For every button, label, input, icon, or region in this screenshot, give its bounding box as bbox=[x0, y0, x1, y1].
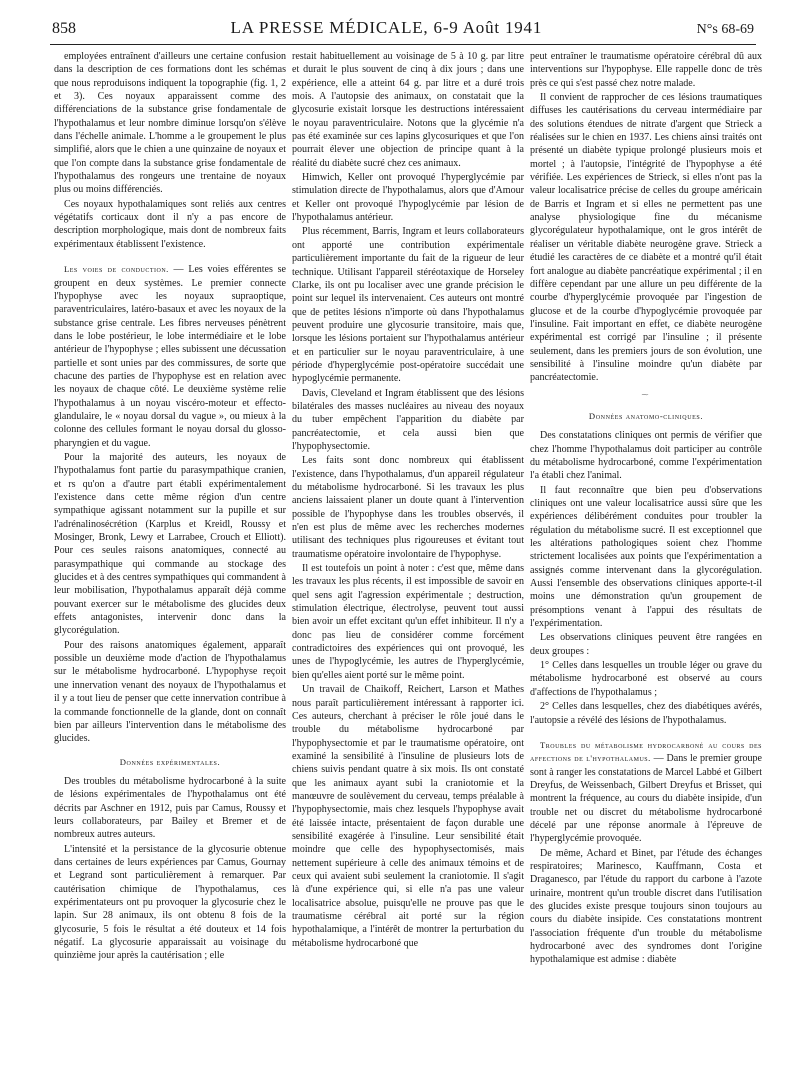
paragraph: Un travail de Chaikoff, Reichert, Larson et Mathes nous paraît particulièrement intéressant à rapporter ici. Ces auteurs, cherchant à préciser le rôle joué dans le trouble du métabolisme hydrocarboné par l'hypophysectomie et par le traumatisme opératoire, ont examiné la sensibilité à l'insuline de plusieurs lots de chiens suivis pendant quatre à six mois. Ils ont constaté que les animaux ayant subi la craniotomie et la manœuvre de soulèvement du cerveau, temps préalable à l'hypophysectomie, mais chez lesquels l'hypophyse avait été laissée intacte, présentaient de façon durable une sensibilité exagérée à l'insuline. Leur sensibilité était moindre que celle des hypophysectomisés, mais nettement supérieure à celle des animaux témoins et de ceux qui avaient subi seulement la craniotomie. Il s'agit là d'une expérience qui, si elle n'a pas une valeur localisatrice absolue, puisqu'elle ne prouve pas que le traumatisme cérébral ait porté sur la région hypothalamique, a l'intérêt de montrer la perturbation du métabolisme hydrocarboné que bbox=[292, 684, 524, 949]
ornament: ⁓ bbox=[641, 390, 651, 399]
paragraph: Il est toutefois un point à noter : c'est que, même dans les travaux les plus récents, il est impossible de savoir en quel sens agit l'agression expérimentale ; destruction, stimulation électrique, électrolyse, peuvent tout aussi bien avoir un effet excitant qu'un effet inhibiteur. Il n'y a donc pas lieu de considérer comme forcément contradictoires des expériences qui ont provoqué, les unes de l'hypoglycémie, les autres de l'hyperglycémie, bien qu'elles aient porté sur le même point. bbox=[292, 563, 524, 681]
paragraph bbox=[530, 739, 762, 846]
paragraph: Plus récemment, Barris, Ingram et leurs collaborateurs ont apporté une contribution expérimentale particulièrement importante du fait de la rigueur de leur technique. Utilisant l'appareil stéréotaxique de Horseley Clarke, ils ont pu localiser avec une grande précision le point sur lequel ils intervenaient. Ces auteurs ont montré que de petites lésions n'importe où dans l'hypothalamus peuvent produire une glycosurie transitoire, mais que, lorsque les lésions portaient sur l'hypothalamus antérieur et en particulier sur le noyau paraventriculaire, à une période d'hyperglycémie post-opératoire succédait une hypoglycémie permanente. bbox=[292, 226, 524, 385]
page-header bbox=[52, 18, 754, 44]
paragraph: Les faits sont donc nombreux qui établissent l'existence, dans l'hypothalamus, d'un appareil régulateur du métabolisme hydrocarboné. Si les travaux les plus anciens laissaient planer un doute quant à l'intervention possible de l'hypophyse dans les troubles observés, il n'en est plus de même avec les recherches modernes utilisant des techniques plus rigoureuses et évitant tout traumatisme opératoire involontaire de l'hypophyse. bbox=[292, 455, 524, 560]
page-number: 858 bbox=[52, 20, 76, 37]
paragraph: Il faut reconnaître que bien peu d'observations cliniques ont une valeur localisatrice aussi sûre que les expériences délibérément conduites pour troubler la régulation du métabolisme sucré. Il est exceptionnel que les altérations pathologiques soient chez l'homme strictement localisées aux points que l'expérimentation a assignés comme intervenant dans la glycorégulation. Aussi l'ensemble des observations cliniques apporte-t-il moins une démonstration qu'un groupement de présomptions venant à l'appui des résultats de l'expérimentation. bbox=[530, 484, 762, 630]
paragraph: Pour la majorité des auteurs, les noyaux de l'hypothalamus font partie du parasympathique cranien, et rs qu'on a d'autre part établi expérimentalement l'existence dans cette même région d'un centre sympathique agissant notamment sur la pupille et sur l'adrénalinosécrétion (Karplus et Kreidl, Roussy et Mosinger, Bronk, Lewy et Larrabee, Crouch et Elliott). Pour ces seules raisons anatomiques, connecté au parasympathique qui commande au stockage des glucides et à des centres sympathiques qui commandent à leur mobilisation, l'hypothalamus apparaît déjà comme pouvant exercer sur le métabolisme des glucides deux effets antagonistes, intervenir donc dans la glycorégulation. bbox=[54, 451, 286, 637]
paragraph: 1° Celles dans lesquelles un trouble léger ou grave du métabolisme hydrocarboné est observé au cours d'affections de l'hypothalamus ; bbox=[530, 660, 762, 698]
paragraph: De même, Achard et Binet, par l'étude des échanges respiratoires; Marinesco, Kauffmann, Costa et Draganesco, par l'étude du rapport du carbone à l'azote urinaire, montrent qu'un trouble discret dans l'utilisation des glucides existe presque toujours sinon toujours au cours du diabète insipide. Ces constatations montrent l'association fréquente d'un trouble du métabolisme hydrocarboné avec des syndromes dont l'origine hypothalamique est admise : diabète bbox=[530, 847, 762, 966]
paragraph: Des troubles du métabolisme hydrocarboné à la suite de lésions expérimentales de l'hypothalamus ont été décrits par Aschner en 1912, puis par Camus, Roussy et leurs collaborateurs, par Bailey et Bremer et de nombreux autres auteurs. bbox=[54, 775, 286, 841]
paragraph: Davis, Cleveland et Ingram établissent que des lésions bilatérales des masses nucléaires au niveau des noyaux du tuber empêchent l'apparition du diabète par pancréatectomie, et cela aussi bien que l'hypophysectomie. bbox=[292, 387, 524, 452]
paragraph: Il convient de rapprocher de ces lésions traumatiques diffuses les cautérisations du cerveau intermédiaire par des solutions étendues de nitrate d'argent que Strieck a réalisées sur le chien en 1937. Les chiens ainsi traités ont présenté un diabète typique prolongé plusieurs mois et mortel ; à l'autopsie, l'intégrité de l'hypophyse a été vérifiée. Les expériences de Strieck, si elles n'ont pas la valeur localisatrice précise de celles du groupe américain de Barris et Ingram et si elles ne permettent pas une analyse physiologique fine du mécanisme glycorégulateur hypothalamique, ont le gros intérêt de réaliser un véritable diabète neurogène grave. Strieck a étudié les caractères de ce diabète et a montré qu'il était fort analogue au diabète pancréatique expérimental ; il en diffère cependant par une allure un peu différente de la courbe d'hyperglycémie provoquée par l'ingestion de glucose et de la courbe d'hypoglycémie provoquée par l'insuline. Fait important en effet, ce diabète neurogène expérimental est corrigé par l'insuline ; il présente seulement, dans les premiers jours de son évolution, une sensibilité à l'insuline moindre qu'un diabète par pancréatectomie. bbox=[530, 92, 762, 384]
header-rule bbox=[50, 44, 756, 45]
paragraph: L'intensité et la persistance de la glycosurie obtenue dans certaines de leurs expériences par Camus, Gournay et Legrand sont particulièrement à remarquer. Par cautérisation chimique de l'hypothalamus, ces expérimentateurs ont pu provoquer la glycosurie chez le lapin. Sur 28 animaux, ils ont obtenu 8 fois de la glycosurie, 5 fois le résultat a été douteux et 14 fois négatif. La glycosurie apparaissait au voisinage du quinzième jour après la cautérisation ; elle bbox=[54, 843, 286, 962]
journal-title: LA PRESSE MÉDICALE, 6-9 Août 1941 bbox=[230, 18, 543, 37]
column-1 bbox=[54, 50, 286, 1076]
paragraph: Des constatations cliniques ont permis de vérifier que chez l'homme l'hypothalamus doit participer au contrôle du métabolisme hydrocarboné, comme l'expérimentation l'a établi chez l'animal. bbox=[530, 430, 762, 482]
run-in-heading: Les voies de conduction. bbox=[64, 264, 169, 275]
issue-number: N°s 68-69 bbox=[696, 22, 754, 37]
column-2 bbox=[292, 50, 524, 1076]
paragraph: Les observations cliniques peuvent être rangées en deux groupes : bbox=[530, 632, 762, 657]
paragraph: peut entraîner le traumatisme opératoire cérébral dû aux interventions sur l'hypophyse. Elle rappelle donc de très près ce qui s'est passé chez notre malade. bbox=[530, 51, 762, 89]
column-3 bbox=[530, 50, 762, 1076]
section-heading: Données anatomo-cliniques. bbox=[588, 410, 704, 421]
paragraph: Ces noyaux hypothalamiques sont reliés aux centres végétatifs corticaux dont il n'y a pas encore de description morphologique, mais dont de nombreux faits expérimentaux établissent l'existence. bbox=[54, 198, 286, 250]
section-heading: Données expérimentales. bbox=[119, 756, 221, 767]
paragraph: 2° Celles dans lesquelles, chez des diabétiques avérés, l'autopsie a révélé des lésions de l'hypothalamus. bbox=[530, 701, 762, 726]
paragraph: restait habituellement au voisinage de 5 à 10 g. par litre et durait le plus souvent de cinq à dix jours ; dans une expérience, elle a atteint 64 g. par litre et a duré trois mois. A l'autopsie des animaux, on constatait que la glycosurie existait lorsque les destructions intéressaient le noyau paraventriculaire. Notons que la glycémie n'a pas été examinée sur ces lapins glycosuriques et que l'on pourrait élever une objection de principe quant à la réalité du diabète sucré chez ces animaux. bbox=[292, 51, 524, 169]
paragraph: Pour des raisons anatomiques également, apparaît possible un deuxième mode d'action de l'hypothalamus sur le métabolisme hydrocarboné. L'hypophyse reçoit une innervation venant des noyaux de l'hypothalamus et il y a tout lieu de penser que cette innervation contribue à la commande fonctionnelle de la glande, dont on connaît bien par ailleurs l'intervention dans le métabolisme des glucides. bbox=[54, 639, 286, 745]
paragraph-text: — Dans le premier groupe sont à ranger les constatations de Marcel Labbé et Gilbert Dreyfus, de Weissenbach, Gilbert Dreyfus et Brisset, qui montrent la fréquence, au cours du diabète insipide, d'un trouble net ou discret du métabolisme hydrocarboné décelé par une réponse anormale à l'épreuve de l'hyperglycémie provoquée. bbox=[530, 753, 762, 845]
run-in-heading: Troubles du métabolisme hydrocarboné au cours des affections de l'hypothalamus. bbox=[530, 739, 762, 764]
paragraph-text: — Les voies efférentes se groupent en deux systèmes. Le premier connecte l'hypophyse avec les noyaux supraoptique, paraventriculaires, latéro-basaux et avec les noyaux de la substance grise centrale. Les fibres nerveuses pénètrent dans le lobe postérieur, le lobe intermédiaire et le lobe antérieur de l'hypophyse ; elles subissent une décussation partielle et sont unies par des commissures, de sorte que chacune des parties de l'hypophyse est en relation avec les noyaux de chaque côté. Le deuxième système relie l'hypothalamus à un noyau viscéro-moteur et effecto-glandulaire, le « noyau dorsal du vague », ou mieux à la colonne des cellules formant le noyau dorsal du glosso-pharyngien et du vague. bbox=[54, 264, 286, 449]
paragraph: employées entraînent d'ailleurs une certaine confusion dans la description de ces formations dont les schémas que nous reproduisons indiquent la topographie (fig. 1, 2 et 3). Ces noyaux apparaissent comme des différenciations de la substance grise fondamentale de l'hypothalamus et leur nombre diminue lorsqu'on s'élève dans l'échelle animale. L'homme a le groupement le plus simplifié, alors que le chien a une quinzaine de noyaux et que l'on compte dans la substance grise fondamentale de l'hypothalamus des rongeurs une trentaine de noyaux plus ou moins différenciés. bbox=[54, 51, 286, 196]
paragraph bbox=[54, 263, 286, 450]
paragraph: Himwich, Keller ont provoqué l'hyperglycémie par stimulation directe de l'hypothalamus, alors que d'Amour et Keller ont provoqué l'hypoglycémie par lésion de l'hypothalamus antérieur. bbox=[292, 172, 524, 224]
